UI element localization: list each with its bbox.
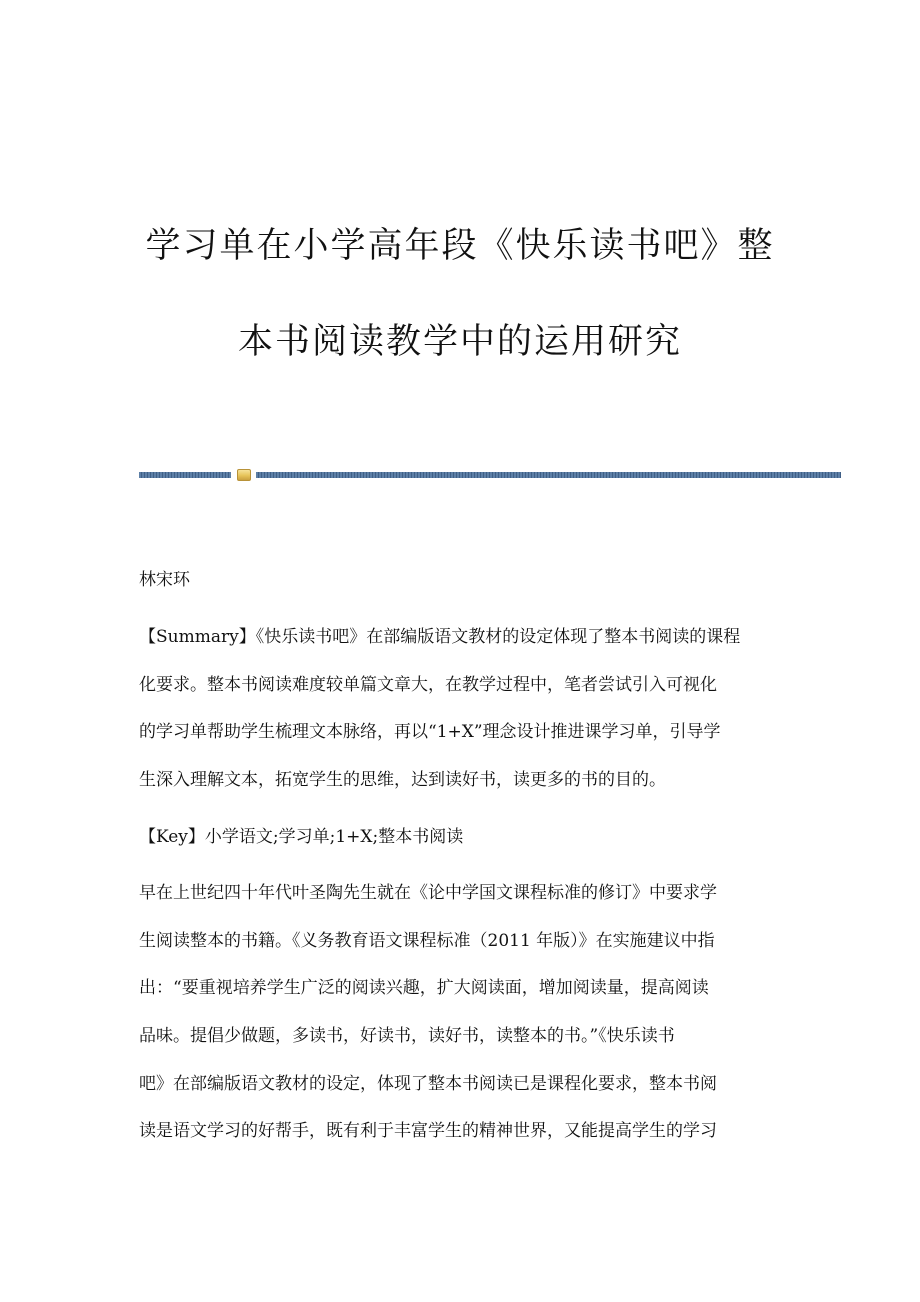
body-line-1: 早在上世纪四十年代叶圣陶先生就在《论中学国文课程标准的修订》中要求学 (139, 883, 717, 903)
body-line-3: 出：“要重视培养学生广泛的阅读兴趣，扩大阅读面，增加阅读量，提高阅读 (139, 978, 709, 998)
keywords-line: 【Key】小学语文;学习单;1+X;整本书阅读 (139, 827, 464, 847)
summary-line-4: 生深入理解文本，拓宽学生的思维，达到读好书，读更多的书的目的。 (139, 770, 666, 790)
title-divider (139, 469, 841, 481)
divider-bar-left (139, 472, 231, 478)
author-name: 林宋环 (139, 570, 190, 590)
summary-line-2: 化要求。整本书阅读难度较单篇文章大，在教学过程中，笔者尝试引入可视化 (139, 675, 717, 695)
document-title-line-1: 学习单在小学高年段《快乐读书吧》整 (145, 226, 775, 266)
summary-line-3: 的学习单帮助学生梳理文本脉络，再以“1+X”理念设计推进课学习单，引导学 (139, 722, 721, 742)
summary-line-1: 【Summary】《快乐读书吧》在部编版语文教材的设定体现了整本书阅读的课程 (139, 627, 741, 647)
body-line-2: 生阅读整本的书籍。《义务教育语文课程标准（2011 年版）》在实施建议中指 (139, 931, 715, 951)
divider-ornament-icon (237, 469, 251, 481)
document-title-line-2: 本书阅读教学中的运用研究 (237, 322, 682, 362)
divider-bar-right (256, 472, 841, 478)
body-line-4: 品味。提倡少做题，多读书，好读书，读好书，读整本的书。”《快乐读书 (139, 1026, 675, 1046)
body-line-6: 读是语文学习的好帮手，既有利于丰富学生的精神世界，又能提高学生的学习 (139, 1121, 717, 1141)
body-line-5: 吧》在部编版语文教材的设定，体现了整本书阅读已是课程化要求，整本书阅 (139, 1074, 717, 1094)
